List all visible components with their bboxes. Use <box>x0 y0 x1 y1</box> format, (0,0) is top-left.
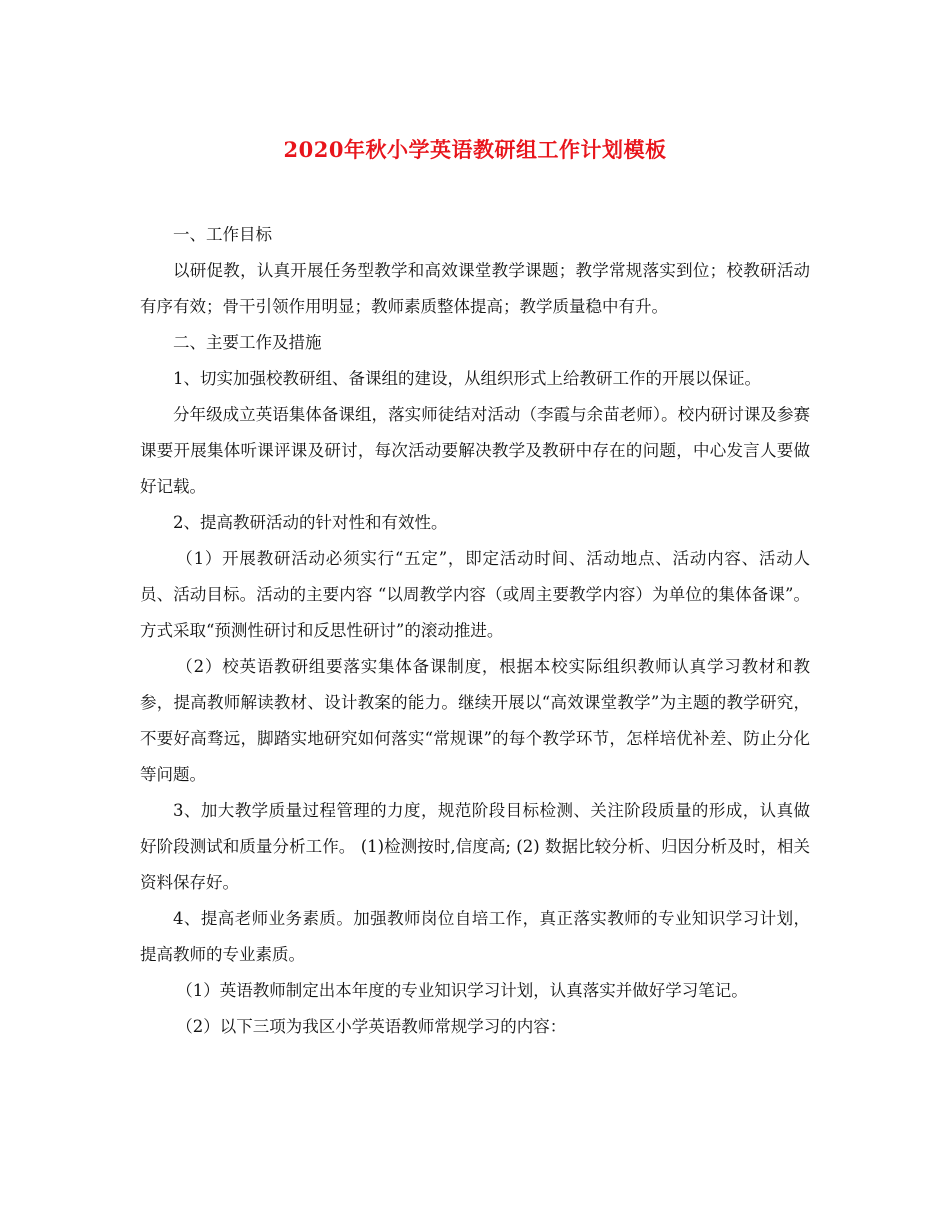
section-heading-measures: 二、主要工作及措施 <box>173 333 322 352</box>
section-heading-goals: 一、工作目标 <box>173 225 272 244</box>
paragraph-measure-3: 3、加大教学质量过程管理的力度，规范阶段目标检测、关注阶段质量的形成，认真做好阶段测试和质量分析工作。 (1)检测按时,信度高; (2) 数据比较分析、归因分析及时，相关资料保存好。 <box>140 801 810 892</box>
paragraph-measure-2: 2、提高教研活动的针对性和有效性。 <box>173 513 448 532</box>
document-title: 2020年秋小学英语教研组工作计划模板 <box>283 137 667 162</box>
paragraph-measure-4: 4、提高老师业务素质。加强教师岗位自培工作，真正落实教师的专业知识学习计划，提高教师的专业素质。 <box>140 909 810 964</box>
paragraph-goals: 以研促教，认真开展任务型教学和高效课堂教学课题；教学常规落实到位；校教研活动有序有效；骨干引领作用明显；教师素质整体提高；教学质量稳中有升。 <box>140 261 810 316</box>
paragraph-grade-groups: 分年级成立英语集体备课组，落实师徒结对活动（李霞与余苗老师）。校内研讨课及参赛课要开展集体听课评课及研讨，每次活动要解决教学及教研中存在的问题，中心发言人要做好记载。 <box>140 405 810 496</box>
document-body <box>140 217 810 1045</box>
paragraph-measure-2-item-2: （2）校英语教研组要落实集体备课制度，根据本校实际组织教师认真学习教材和教参，提高教师解读教材、设计教案的能力。继续开展以“高效课堂教学”为主题的教学研究，不要好高骛远，脚踏实地研究如何落实“常规课”的每个教学环节，怎样培优补差、防止分化等问题。 <box>140 657 810 784</box>
paragraph-measure-1: 1、切实加强校教研组、备课组的建设，从组织形式上给教研工作的开展以保证。 <box>173 369 761 388</box>
paragraph-measure-2-item-1: （1）开展教研活动必须实行“五定”，即定活动时间、活动地点、活动内容、活动人员、活动目标。活动的主要内容 “以周教学内容（或周主要教学内容）为单位的集体备课”。方式采取“预测性研讨和反思性研讨”的滚动推进。 <box>140 549 810 640</box>
paragraph-measure-4-item-2: （2）以下三项为我区小学英语教师常规学习的内容： <box>176 1017 567 1036</box>
paragraph-measure-4-item-1: （1）英语教师制定出本年度的专业知识学习计划，认真落实并做好学习笔记。 <box>176 981 748 1000</box>
